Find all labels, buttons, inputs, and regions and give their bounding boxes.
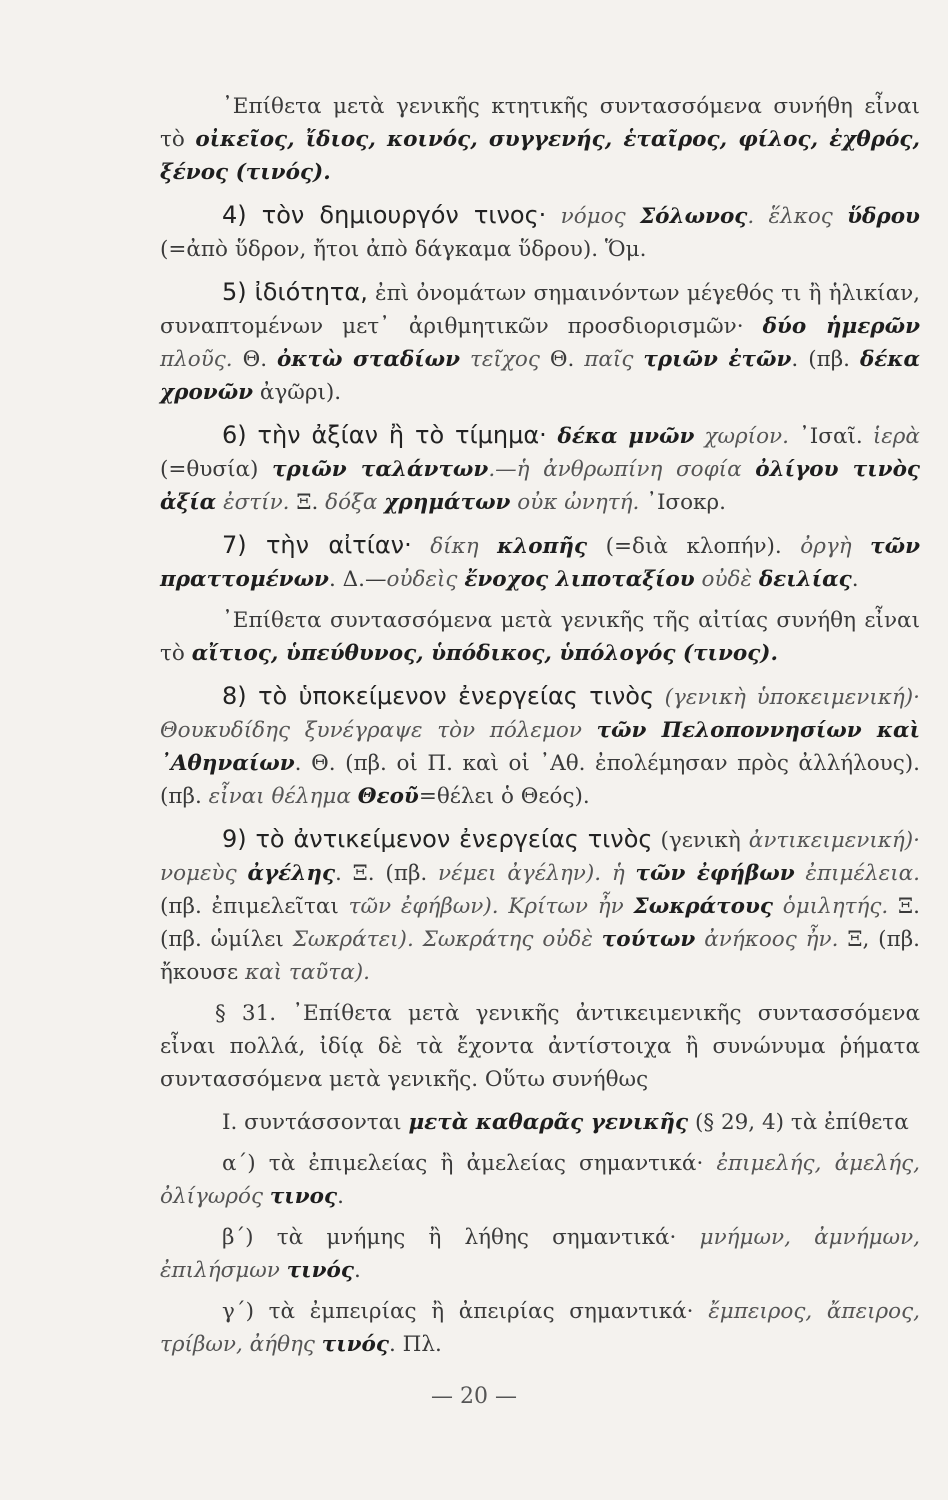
text-segment: (=θυσία) [160, 457, 273, 482]
text-segment: δίκη [411, 534, 498, 559]
text-segment: (§ 29, 4) τὰ ἐπίθετα [688, 1110, 909, 1135]
text-segment: ἐστίν. [216, 490, 297, 515]
text-segment: 7) τὴν αἰτίαν· [222, 531, 412, 559]
text-segment: οὐκ ὠνητή. [510, 490, 647, 515]
text-segment: οὐδὲ [694, 567, 759, 592]
text-segment: ἔμπειρος, ἄπειρος, τρίβων, ἀήθης [160, 1299, 920, 1357]
text-segment: (πβ. ἐπιμελεῖται [160, 894, 349, 919]
text-segment: ἀγῶρι). [253, 380, 342, 405]
text-segment: ᾿Ισαῖ. [799, 424, 873, 449]
text-segment: τῶν ἐφήβων). Κρίτων ἦν [348, 894, 634, 919]
text-segment: δύο ἡμερῶν [762, 314, 920, 339]
text-segment: ᾿Ισοκρ. [646, 490, 726, 515]
text-segment: τῶν ἐφήβων [635, 861, 795, 886]
text-segment: ὀργὴ [800, 534, 871, 559]
text-segment: τῶν Πελοποννησίων καὶ ᾿Αθηναίων [160, 718, 920, 776]
text-segment: Ξ. (πβ. ὡμίλει [160, 894, 920, 952]
text-segment: . Δ.— [328, 567, 387, 592]
text-segment: κλοπῆς [497, 534, 588, 559]
text-segment: (=διὰ κλοπήν). [587, 534, 801, 559]
text-segment: ἐπιμελής, ἀμελής, ὀλίγωρός [160, 1151, 920, 1209]
text-segment: 5) ἰδιότητα, [222, 278, 368, 306]
text-segment: χωρίον. [694, 424, 800, 449]
text-segment: 4) τὸν δημιουργόν τινος· [222, 201, 547, 229]
paragraph [160, 1295, 920, 1361]
text-segment: Ξ, (πβ. ἤκουσε [160, 927, 920, 985]
text-segment: . [337, 1184, 344, 1209]
paragraph [160, 604, 920, 670]
text-segment: . [851, 567, 859, 592]
text-segment: τινος [269, 1184, 338, 1209]
text-segment: (γενικὴ ὑποκειμενική)· Θουκυδίδης ξυνέγραψε τὸν πόλεμον [160, 685, 920, 743]
text-segment: αἴτιος, ὑπεύθυνος, ὑπόδικος, ὑπόλογός (τινος). [191, 641, 778, 666]
text-segment: . Θ. (πβ. οἱ Π. καὶ οἱ ᾿Αθ. ἐπολέμησαν πρὸς ἀλλήλους). (πβ. [160, 751, 920, 809]
text-segment: τῶν πραττομένων [160, 534, 920, 592]
text-segment: ὕδρου [847, 204, 920, 229]
text-segment: ὁμιλητής. [772, 894, 899, 919]
text-segment: ἀγέλης [247, 861, 336, 886]
text-segment: γ΄) τὰ ἐμπειρίας ἢ ἀπειρίας σημαντικά· [222, 1299, 709, 1324]
page-number: — 20 — [431, 1384, 517, 1409]
text-segment: Θ. [549, 347, 585, 372]
text-segment: οὐδεὶς [386, 567, 465, 592]
text-segment: εἶναι θέλημα [208, 784, 358, 809]
text-segment: χρημάτων [384, 490, 511, 515]
text-segment: . (πβ. [791, 347, 860, 372]
text-segment: . [353, 1258, 361, 1283]
text-segment: ἐπιμέλεια. [794, 861, 920, 886]
text-segment: . ἕλκος [747, 204, 848, 229]
text-segment: δόξα [325, 490, 385, 515]
text-segment: Ξ. [296, 490, 326, 515]
paragraph [160, 529, 920, 596]
text-segment: . Πλ. [389, 1332, 442, 1357]
text-segment: (=ἀπὸ ὕδρον, ἤτοι ἀπὸ δάγκαμα ὕδρου). Ὅμ. [160, 237, 647, 262]
text-segment: § 31. ᾿Επίθετα μετὰ γενικῆς ἀντικειμενικῆς συντασσόμενα εἶναι πολλά, ἰδίᾳ δὲ τὰ ἔχοντα ἀντίστοιχα ἢ συνώνυμα ῥήματα συντασσόμενα μετὰ γενικῆς. Οὕτω συνήθως [160, 1001, 920, 1092]
text-segment: Σωκράτει). Σωκράτης οὐδὲ [292, 927, 602, 952]
text-segment: δέκα χρονῶν [160, 347, 921, 405]
text-segment: πλοῦς. [160, 347, 243, 372]
text-segment: Θ. [242, 347, 278, 372]
text-segment: =θέλει ὁ Θεός). [418, 784, 590, 809]
paragraph [160, 276, 920, 409]
text-segment: παῖς [584, 347, 644, 372]
text-segment: τινός [321, 1332, 389, 1357]
text-segment: β΄) τὰ μνήμης ἢ λήθης σημαντικά· [222, 1225, 700, 1250]
text-segment: τριῶν ταλάντων [272, 457, 489, 482]
paragraph [160, 1147, 920, 1213]
text-segment: νέμει ἀγέλην). ἡ [438, 861, 636, 886]
text-segment: τεῖχος [460, 347, 550, 372]
text-segment: 6) τὴν ἀξίαν ἢ τὸ τίμημα· [222, 421, 547, 449]
paragraph [160, 90, 920, 189]
text-segment: τούτων [601, 927, 696, 952]
paragraph [160, 680, 920, 813]
paragraph [160, 997, 920, 1096]
text-segment: α΄) τὰ ἐπιμελείας ἢ ἀμελείας σημαντικά· [222, 1151, 717, 1176]
text-segment: ἐπὶ ὀνομάτων σημαινόντων μέγεθός τι ἢ ἡλικίαν, συναπτομένων μετ᾿ ἀριθμητικῶν προσδιορισμῶν· [160, 281, 920, 339]
paragraph [160, 823, 920, 989]
paragraph [160, 419, 920, 519]
text-segment: τινός [286, 1258, 354, 1283]
text-segment: μετὰ καθαρᾶς γενικῆς [408, 1110, 689, 1135]
text-segment: 9) τὸ ἀντικείμενον ἐνεργείας τινὸς [222, 825, 653, 853]
text-segment: Σόλωνος [639, 204, 748, 229]
text-segment: Σωκράτους [633, 894, 773, 919]
text-segment: ἀνήκοος ἦν. [695, 927, 848, 952]
paragraph [160, 199, 920, 266]
text-segment: (γενικὴ [652, 828, 749, 853]
text-segment: Ι. συντάσσονται [222, 1110, 409, 1135]
text-segment: νόμος [546, 204, 640, 229]
text-segment: Θεοῦ [357, 784, 419, 809]
text-segment: οἰκεῖος, ἴδιος, κοινός, συγγενής, ἑταῖρος, φίλος, ἐχθρός, ξένος (τινός). [160, 127, 920, 185]
text-segment: .—ἡ ἀνθρωπίνη σοφία [488, 457, 756, 482]
text-segment: δέκα μνῶν [546, 424, 695, 449]
text-segment: ἔνοχος λιποταξίου [464, 567, 695, 592]
paragraph [160, 1221, 920, 1287]
text-segment: ᾿Επίθετα μετὰ γενικῆς κτητικῆς συντασσόμενα συνήθη εἶναι τὸ [160, 94, 920, 152]
text-segment: ᾿Επίθετα συντασσόμενα μετὰ γενικῆς τῆς αἰτίας συνήθη εἶναι τὸ [160, 608, 920, 666]
text-segment: ἱερὰ [872, 424, 920, 449]
paragraph [160, 1106, 920, 1139]
text-segment: ἀντικειμενική)· νομεὺς [160, 828, 920, 886]
text-segment: . Ξ. (πβ. [335, 861, 438, 886]
text-segment: 8) τὸ ὑποκείμενον ἐνεργείας τινὸς [222, 682, 655, 710]
text-segment: δειλίας [758, 567, 852, 592]
text-segment: καὶ ταῦτα). [244, 960, 370, 985]
page-text [160, 90, 920, 1369]
text-segment: ὀκτὼ σταδίων [277, 347, 461, 372]
text-segment: μνήμων, ἀμνήμων, ἐπιλήσμων [160, 1225, 920, 1283]
text-segment: ὀλίγου τινὸς ἀξία [160, 457, 921, 515]
text-segment: τριῶν ἐτῶν [643, 347, 792, 372]
